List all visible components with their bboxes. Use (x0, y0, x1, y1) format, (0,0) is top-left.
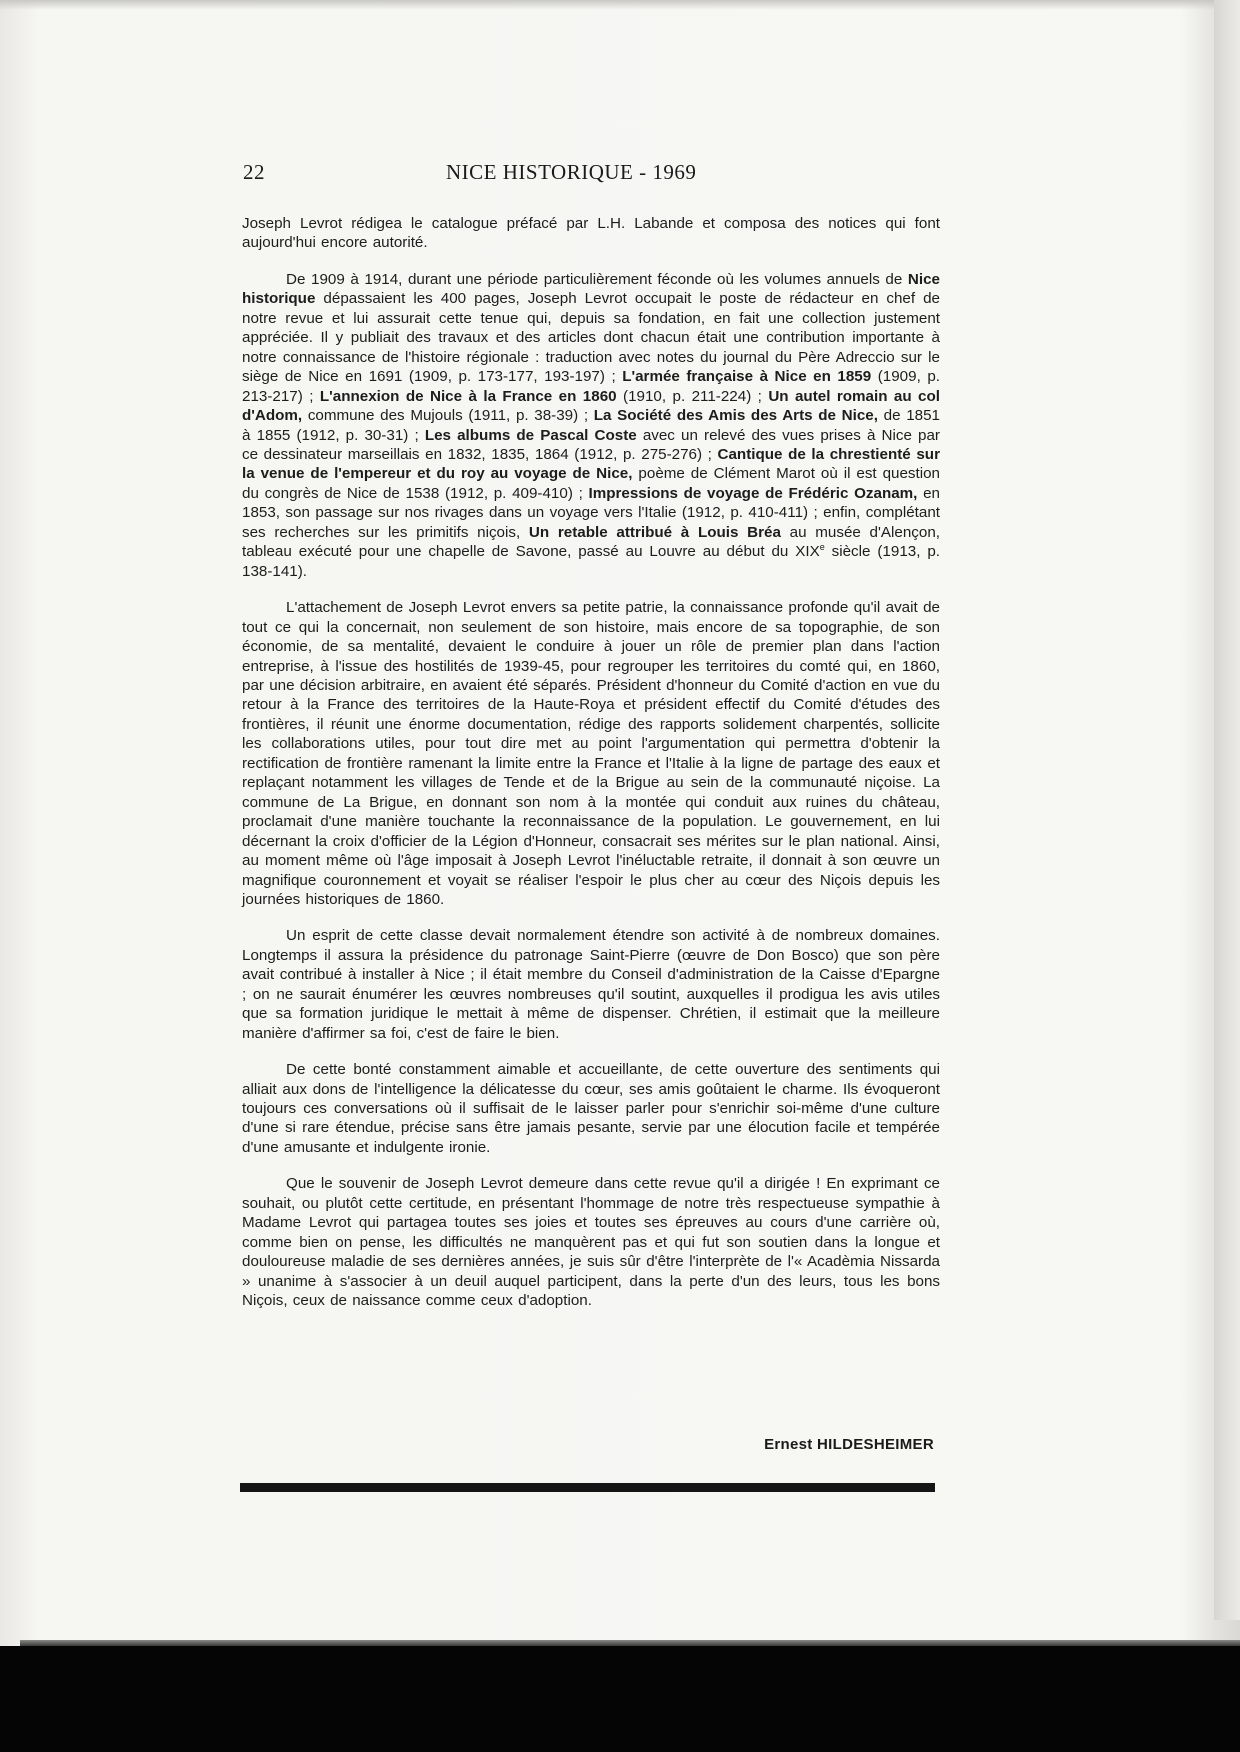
superscript: e (819, 542, 825, 553)
article-title: L'annexion de Nice à la France en 1860 (319, 387, 617, 405)
article-title: La Société des Amis des Arts de Nice, (593, 407, 878, 425)
paragraph-catalogue: Joseph Levrot rédigea le catalogue préfacé par L.H. Labande et composa des notices qui font aujourd'hui encore autorité. (242, 215, 940, 252)
paragraph-attachment: L'attachement de Joseph Levrot envers sa petite patrie, la connaissance profonde qu'il avait de tout ce qui la concernait, non seulement de son histoire, mais encore de sa topographie, de son économie, de sa mentalité, devaient le conduire à jouer un rôle de premier plan dans l'action entreprise, à l'issue des hostilités de 1939-45, pour regrouper les territoires du comté qui, en 1860, par une décision arbitraire, en avaient été séparés. Président d'honneur du Comité d'action en vue du retour à la France des territoires de la Haute-Roya et président effectif du Comité d'études des frontières, il réunit une énorme documentation, rédige des rapports solidement charpentés, sollicite les collaborations utiles, pour tout dire met au point l'argumentation qui permettra d'obtenir la rectification de frontière ramenant la limite entre la France et l'Italie à la ligne de partage des eaux et replaçant notamment les villages de Tende et de la Brigue au sein de la communauté niçoise. La commune de La Brigue, en donnant son nom à la montée qui conduit aux ruines du château, proclamait d'une manière touchante la reconnaissance de la population. Le gouvernement, en lui décernant la croix d'officier de la Légion d'Honneur, consacrait ses mérites sur le plan national. Ainsi, au moment même où l'âge imposait à Joseph Levrot l'inéluctable retraite, il donnait à son œuvre un magnifique couronnement et voyait se réaliser l'espoir le plus cher au cœur des Niçois depuis les journées historiques de 1860. (242, 599, 940, 908)
article-title: L'armée française à Nice en 1859 (622, 368, 872, 386)
closing-rule (240, 1483, 935, 1492)
article-title: Un autel romain au col d'Adom, (242, 387, 940, 425)
publication-title: Nice historique (242, 270, 940, 308)
page-number: 22 (243, 160, 265, 184)
paragraph-character: De cette bonté constamment aimable et accueillante, de cette ouverture des sentiments qui alliait aux dons de l'intelligence la délicatesse du cœur, ses amis goûtaient le charme. Ils évoqueront toujours ces conversations où il suffisait de le laisser parler pour s'enrichir soi-même d'une culture d'une si rare étendue, précise sans être jamais pesante, servie par une élocution facile et tempérée d'une amusante et indulgente ironie. (242, 1061, 940, 1156)
paragraph-activities: Un esprit de cette classe devait normalement étendre son activité à de nombreux domaines. Longtemps il assura la présidence du patronage Saint-Pierre (œuvre de Don Bosco) que son père avait contribué à installer à Nice ; il était membre du Conseil d'administration de la Caisse d'Epargne ; on ne saurait énumérer les œuvres nombreuses qu'il soutint, auxquelles il prodigua les avis utiles que sa formation juridique le mettait à même de dispenser. Chrétien, il estimait que la meilleure manière d'affirmer sa foi, c'est de faire le bien. (242, 927, 940, 1042)
article-title: Les albums de Pascal Coste (424, 426, 637, 444)
page-right-edge (1214, 0, 1240, 1620)
article-body (242, 214, 940, 1328)
page-header (243, 160, 943, 190)
running-title: NICE HISTORIQUE - 1969 (446, 160, 697, 184)
article-title: Impressions de voyage de Frédéric Ozanam, (588, 484, 918, 502)
scan-bottom-border (0, 1646, 1240, 1752)
article-title: Cantique de la chrestienté sur la venue de l'empereur et du roy au voyage de Nice, (242, 445, 940, 483)
paragraph-editorship: De 1909 à 1914, durant une période particulièrement féconde où les volumes annuels de Nice historique dépassaient les 400 pages, Joseph Levrot occupait le poste de rédacteur en chef de notre revue et lui assurait cette tenue qui, depuis sa fondation, en fait une collection justement appréciée. Il y publiait des travaux et des articles dont chacun était une contribution importante à notre connaissance de l'histoire régionale : traduction avec notes du journal du Père Adreccio sur le siège de Nice en 1691 (1909, p. 173-177, 193-197) ; L'armée française à Nice en 1859 (1909, p. 213-217) ; L'annexion de Nice à la France en 1860 (1910, p. 211-224) ; Un autel romain au col d'Adom, commune des Mujouls (1911, p. 38-39) ; La Société des Amis des Arts de Nice, de 1851 à 1855 (1912, p. 30-31) ; Les albums de Pascal Coste avec un relevé des vues prises à Nice par ce dessinateur marseillais en 1832, 1835, 1864 (1912, p. 275-276) ; Cantique de la chrestienté sur la venue de l'empereur et du roy au voyage de Nice, poème de Clément Marot où il est question du congrès de Nice de 1538 (1912, p. 409-410) ; Impressions de voyage de Frédéric Ozanam, en 1853, son passage sur nos rivages dans un voyage vers l'Italie (1912, p. 410-411) ; enfin, complétant ses recherches sur les primitifs niçois, Un retable attribué à Louis Bréa au musée d'Alençon, tableau exécuté pour une chapelle de Savone, passé au Louvre au début du XIXe siècle (1913, p. 138-141). (242, 270, 941, 580)
author-signature: Ernest HILDESHEIMER (764, 1436, 934, 1453)
top-scan-shadow (0, 0, 1240, 10)
article-title: Un retable attribué à Louis Bréa (528, 523, 781, 541)
paragraph-tribute: Que le souvenir de Joseph Levrot demeure dans cette revue qu'il a dirigée ! En exprimant ce souhait, ou plutôt cette certitude, en présentant l'hommage de notre très respectueuse sympathie à Madame Levrot qui partagea toutes ses joies et toutes ses épreuves au cours d'une carrière où, comme bien on pense, les difficultés ne manquèrent pas et qui fut son soutien dans la longue et douloureuse maladie de ses dernières années, je suis sûr d'être l'interprète de l'« Acadèmia Nissarda » unanime à s'associer à un deuil auquel participent, dans la perte d'un des leurs, tous les bons Niçois, ceux de naissance comme ceux d'adoption. (242, 1175, 940, 1310)
